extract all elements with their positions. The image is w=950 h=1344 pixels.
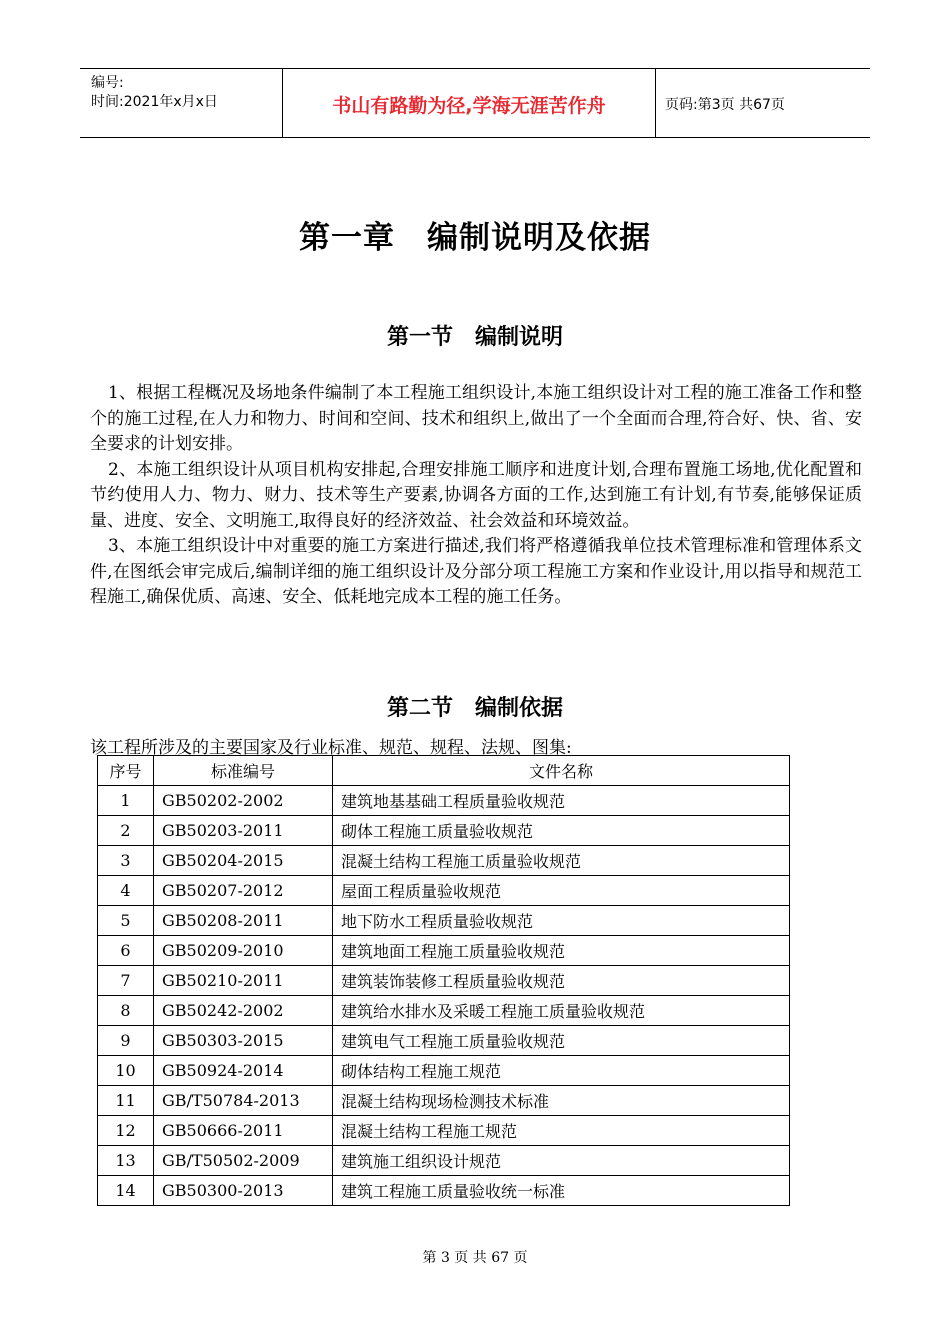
document-name: 砌体结构工程施工规范 [333,1056,790,1086]
header-motto-cell [282,69,656,137]
header-page-info: 页码:第3页 共67页 [665,97,785,113]
row-index: 13 [98,1146,154,1176]
paragraph: 1、根据工程概况及场地条件编制了本工程施工组织设计,本施工组织设计对工程的施工准备工作和整个的施工过程,在人力和物力、时间和空间、技术和组织上,做出了一个全面而合理,符合好、快、省、安全要求的计划安排。 [90,383,862,454]
table-row [98,966,790,996]
document-name: 砌体工程施工质量验收规范 [333,816,790,846]
document-name: 混凝土结构现场检测技术标准 [333,1086,790,1116]
paragraph: 3、本施工组织设计中对重要的施工方案进行描述,我们将严格遵循我单位技术管理标准和管理体系文件,在图纸会审完成后,编制详细的施工组织设计及分部分项工程施工方案和作业设计,用以指导和规范工程施工,确保优质、高速、安全、低耗地完成本工程的施工任务。 [90,536,862,607]
row-index: 8 [98,996,154,1026]
standard-code: GB50300-2013 [154,1176,333,1206]
row-index: 12 [98,1116,154,1146]
document-name: 建筑地面工程施工质量验收规范 [333,936,790,966]
standards-table [97,755,790,1206]
standard-code: GB/T50502-2009 [154,1146,333,1176]
page-header [80,68,870,138]
row-index: 6 [98,936,154,966]
standard-code: GB50202-2002 [154,786,333,816]
table-row [98,876,790,906]
standards-table-body [98,786,790,1206]
section-title-compilation-notes: 第一节 编制说明 [386,325,563,350]
table-row [98,846,790,876]
document-number-label: 编号: [91,75,124,91]
document-name: 地下防水工程质量验收规范 [333,906,790,936]
standard-code: GB50204-2015 [154,846,333,876]
document-name: 屋面工程质量验收规范 [333,876,790,906]
standard-code: GB50207-2012 [154,876,333,906]
document-name: 建筑工程施工质量验收统一标准 [333,1176,790,1206]
table-row [98,1026,790,1056]
standard-code: GB50303-2015 [154,1026,333,1056]
row-index: 3 [98,846,154,876]
standards-intro: 该工程所涉及的主要国家及行业标准、规范、规程、法规、图集: [90,738,572,758]
document-name: 建筑装饰装修工程质量验收规范 [333,966,790,996]
standard-code: GB50209-2010 [154,936,333,966]
table-row [98,1086,790,1116]
row-index: 4 [98,876,154,906]
table-row [98,786,790,816]
document-time-label: 时间:2021年x月x日 [91,94,218,110]
row-index: 10 [98,1056,154,1086]
paragraph: 2、本施工组织设计从项目机构安排起,合理安排施工顺序和进度计划,合理布置施工场地,优化配置和节约使用人力、物力、财力、技术等生产要素,协调各方面的工作,达到施工有计划,有节奏,能够保证质量、进度、安全、文明施工,取得良好的经济效益、社会效益和环境效益。 [90,459,862,531]
row-index: 9 [98,1026,154,1056]
document-name: 建筑施工组织设计规范 [333,1146,790,1176]
table-row [98,936,790,966]
standard-code: GB50203-2011 [154,816,333,846]
row-index: 1 [98,786,154,816]
table-header-row [98,756,790,786]
standard-code: GB/T50784-2013 [154,1086,333,1116]
column-header-code: 标准编号 [154,756,333,786]
header-meta-cell [80,69,282,137]
table-row [98,1146,790,1176]
document-name: 混凝土结构工程施工质量验收规范 [333,846,790,876]
section-title-compilation-basis: 第二节 编制依据 [386,696,563,721]
standard-code: GB50242-2002 [154,996,333,1026]
page-footer: 第 3 页 共 67 页 [422,1250,528,1266]
row-index: 5 [98,906,154,936]
standard-code: GB50208-2011 [154,906,333,936]
header-page-cell [655,69,870,137]
table-row [98,1116,790,1146]
document-name: 建筑电气工程施工质量验收规范 [333,1026,790,1056]
row-index: 2 [98,816,154,846]
table-row [98,996,790,1026]
table-row [98,1176,790,1206]
row-index: 11 [98,1086,154,1116]
document-name: 建筑给水排水及采暖工程施工质量验收规范 [333,996,790,1026]
header-motto: 书山有路勤为径,学海无涯苦作舟 [332,95,606,117]
compilation-notes-body [90,381,862,611]
standard-code: GB50210-2011 [154,966,333,996]
table-row [98,906,790,936]
column-header-name: 文件名称 [333,756,790,786]
row-index: 14 [98,1176,154,1206]
document-name: 建筑地基基础工程质量验收规范 [333,786,790,816]
standard-code: GB50666-2011 [154,1116,333,1146]
row-index: 7 [98,966,154,996]
table-row [98,816,790,846]
document-name: 混凝土结构工程施工规范 [333,1116,790,1146]
chapter-title: 第一章 编制说明及依据 [299,220,651,256]
table-row [98,1056,790,1086]
column-header-index: 序号 [98,756,154,786]
standard-code: GB50924-2014 [154,1056,333,1086]
